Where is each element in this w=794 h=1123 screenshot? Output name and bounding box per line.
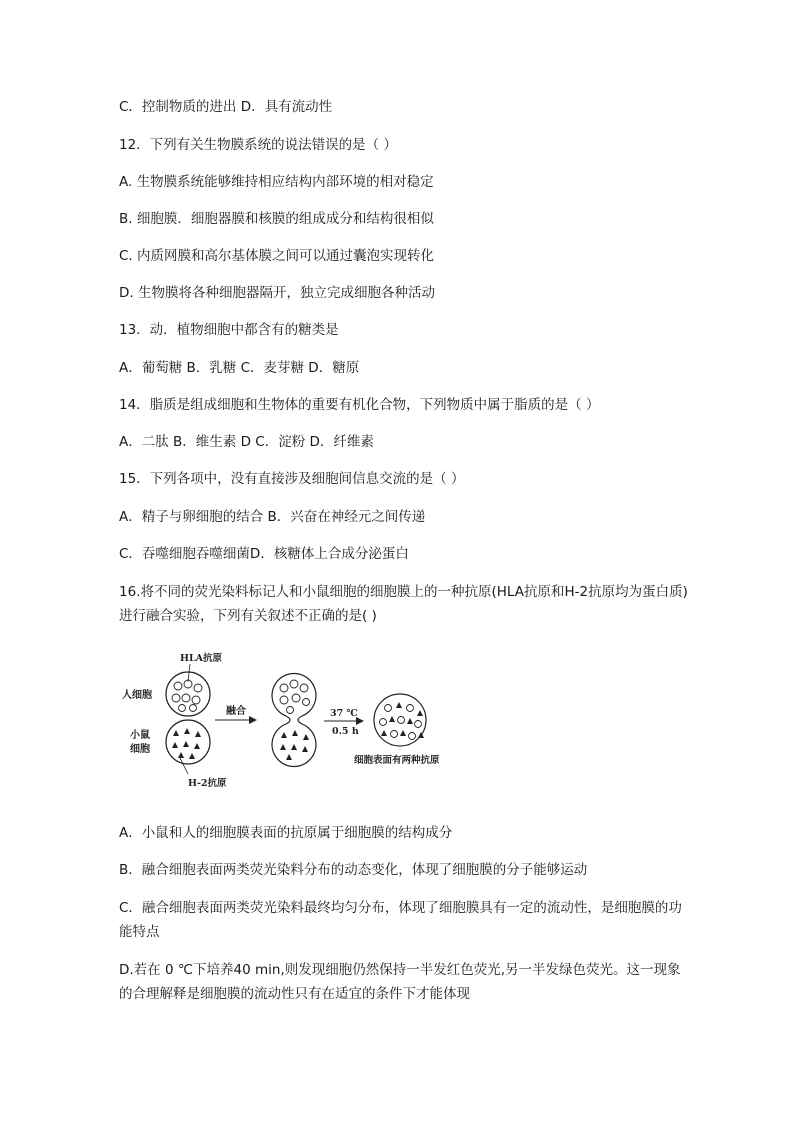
result-label: 细胞表面有两种抗原 (354, 755, 440, 766)
mouse-label-2: 细胞 (130, 744, 150, 755)
mixed-h2-antigens (381, 702, 424, 738)
options-15-ab: A．精子与卵细胞的结合 B．兴奋在神经元之间传递 (119, 509, 426, 525)
fused-cell (272, 674, 316, 767)
hla-antigens (172, 680, 202, 712)
option-12-c: C. 内质网膜和高尔基体膜之间可以通过囊泡实现转化 (119, 248, 435, 264)
question-13: 13．动．植物细胞中都含有的糖类是 (119, 322, 339, 338)
result-cell (374, 694, 426, 746)
fusion-label: 融合 (226, 706, 246, 717)
question-15: 15．下列各项中，没有直接涉及细胞间信息交流的是（ ） (119, 471, 465, 487)
temp-label: 37 ℃ (330, 708, 358, 719)
time-label: 0.5 h (332, 726, 359, 737)
options-15-cd: C．吞噬细胞吞噬细菌D．核糖体上合成分泌蛋白 (119, 546, 409, 562)
question-16: 16.将不同的荧光染料标记人和小鼠细胞的细胞膜上的一种抗原(HLA抗原和H-2抗原均为蛋白质)进行融合实验，下列有关叙述不正确的是( ) (119, 584, 688, 624)
option-16-c: C．融合细胞表面两类荧光染料最终均匀分布，体现了细胞膜具有一定的流动性，是细胞膜的功能特点 (119, 900, 682, 940)
option-16-a: A．小鼠和人的细胞膜表面的抗原属于细胞膜的结构成分 (119, 825, 453, 841)
option-12-d: D. 生物膜将各种细胞器隔开，独立完成细胞各种活动 (119, 285, 435, 301)
h2-antigens (172, 728, 201, 759)
fused-hla-antigens (280, 680, 310, 714)
option-12-a: A. 生物膜系统能够维持相应结构内部环境的相对稳定 (119, 174, 434, 190)
options-14: A．二肽 B．维生素 D C．淀粉 D．纤维素 (119, 434, 374, 450)
question-14: 14．脂质是组成细胞和生物体的重要有机化合物，下列物质中属于脂质的是（ ） (119, 397, 600, 413)
option-11-cd: C．控制物质的进出 D．具有流动性 (119, 99, 333, 115)
h2-label: H-2抗原 (188, 778, 227, 789)
human-cell-label: 人细胞 (122, 690, 152, 701)
hla-label: HLA抗原 (180, 653, 223, 664)
option-16-d: D.若在 0 ℃下培养40 min,则发现细胞仍然保持一半发红色荧光,另一半发绿色荧光。这一现象的合理解释是细胞膜的流动性只有在适宜的条件下才能体现 (119, 962, 681, 1002)
options-13: A．葡萄糖 B．乳糖 C．麦芽糖 D．糖原 (119, 360, 360, 376)
mouse-cell (166, 720, 210, 764)
cell-fusion-diagram (118, 646, 468, 796)
option-16-b: B．融合细胞表面两类荧光染料分布的动态变化，体现了细胞膜的分子能够运动 (119, 862, 588, 878)
mouse-label-1: 小鼠 (130, 730, 150, 741)
question-12: 12．下列有关生物膜系统的说法错误的是（ ） (119, 137, 397, 153)
fused-h2-antigens (280, 730, 309, 760)
option-12-b: B. 细胞膜．细胞器膜和核膜的组成成分和结构很相似 (119, 211, 434, 227)
